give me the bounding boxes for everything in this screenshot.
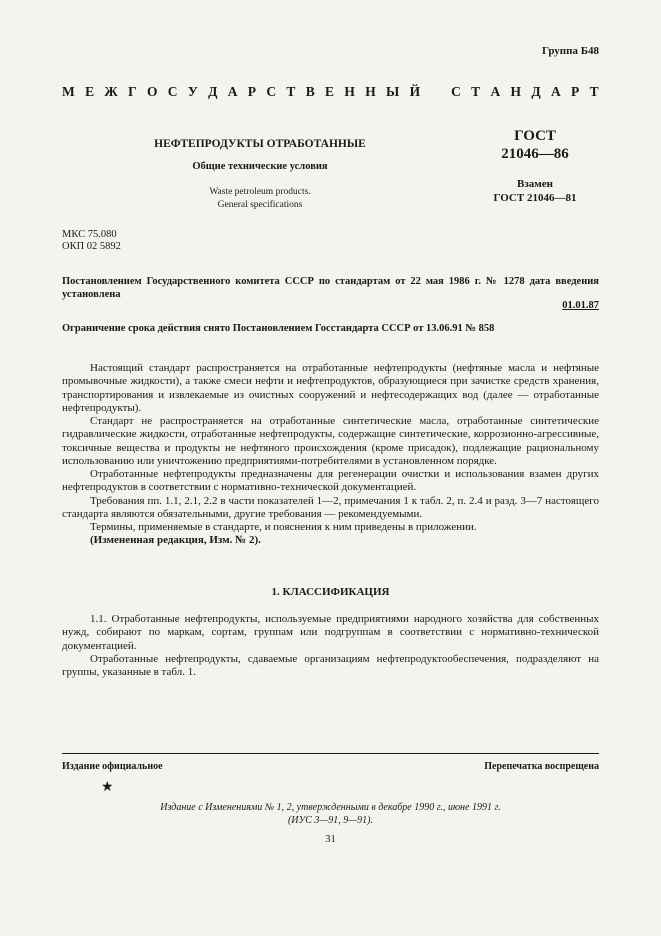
header-letter: Г: [128, 84, 137, 99]
effective-date: 01.01.87: [562, 300, 599, 311]
header-letter: О: [146, 84, 158, 99]
paragraph: Требования пп. 1.1, 2.1, 2.2 в части показателей 1—2, примечания 1 к табл. 2, п. 2.4 и разд. 3—7 настоящего стандарта являются обязательными, другие требования — рекомендуемыми.: [62, 494, 599, 520]
replaces-code: ГОСТ 21046—81: [493, 192, 577, 204]
english-title-line-2: General specifications: [217, 200, 303, 210]
paragraph: 1.1. Отработанные нефтепродукты, используемые предприятиями народного хозяйства для собственных нужд, собирают по маркам, сортам, группам или подгруппам в соответствии с нормативно-технической документацией.: [62, 613, 599, 652]
intro-section: [62, 362, 599, 548]
gost-number: [470, 127, 600, 163]
header-letter: Н: [344, 84, 355, 99]
header-letter: А: [227, 84, 238, 99]
paragraph: Термины, применяемые в стандарте, и пояснения к ним приведены в приложении.: [90, 521, 477, 533]
header-letter: Д: [208, 84, 218, 99]
paragraph: Отработанные нефтепродукты, сдаваемые организациям нефтепродуктообеспечения, подразделяют на группы, указанные в табл. 1.: [62, 652, 599, 678]
paragraph: Отработанные нефтепродукты предназначены для регенерации очистки и использования взамен других нефтепродуктов в соответствии с нормативно-технической документацией.: [62, 468, 599, 494]
header-letter: Д: [531, 84, 541, 99]
header-letter: Е: [85, 84, 95, 99]
limitation-note: Ограничение срока действия снято Постановлением Госстандарта СССР от 13.06.91 № 858: [62, 323, 495, 334]
reprint-prohibited-label: Перепечатка воспрещена: [484, 761, 599, 772]
replaces-label: Взамен: [517, 178, 553, 190]
english-title-line-1: Waste petroleum products.: [209, 187, 311, 197]
header-letter: Е: [325, 84, 335, 99]
mks-code: МКС 75.080: [62, 229, 117, 240]
group-code: Группа Б48: [542, 45, 599, 57]
gost-code: 21046—86: [501, 146, 569, 162]
header-letter: Н: [365, 84, 376, 99]
header-letter: М: [62, 84, 75, 99]
header-letter: А: [550, 84, 561, 99]
document-title: НЕФТЕПРОДУКТЫ ОТРАБОТАННЫЕ: [154, 138, 366, 150]
replaces-block: [470, 177, 600, 205]
header-letter: А: [490, 84, 501, 99]
header-letter: В: [305, 84, 315, 99]
footer-divider: [62, 753, 599, 754]
edition-note: [62, 801, 599, 827]
header-letter: Ж: [104, 84, 118, 99]
header-letter: Т: [589, 84, 599, 99]
section-title: 1. КЛАССИФИКАЦИЯ: [271, 586, 390, 598]
official-edition-label: Издание официальное: [62, 761, 163, 772]
header-letter: Р: [247, 84, 257, 99]
header-letter: Ы: [386, 84, 400, 99]
edition-line: (ИУС 3—91, 9—91).: [287, 815, 374, 826]
header-letter: У: [187, 84, 198, 99]
interstate-standard-header: [62, 84, 599, 100]
header-letter: С: [167, 84, 178, 99]
header-letter: С: [451, 84, 461, 99]
amendment-note: (Измененная редакция, Изм. № 2).: [90, 534, 261, 547]
paragraph: Стандарт не распространяется на отработанные синтетические масла, отработанные синтетические гидравлические жидкости, отработанные нефтепродукты, содержащие синтетические, коррозионно-агрессивные, токсичные вещества и продукты не нефтяного происхождения (кроме присадок), подлежащие рациональному использованию или уничтожению предприятиями-потребителями в установленном порядке.: [62, 415, 599, 467]
section-1-body: [62, 613, 599, 679]
header-letter: Й: [409, 84, 421, 99]
header-letter: Н: [510, 84, 522, 99]
document-subtitle: Общие технические условия: [192, 161, 328, 172]
okp-code: ОКП 02 5892: [62, 241, 121, 252]
decree-text: Постановлением Государственного комитета СССР по стандартам от 22 мая 1986 г. № 1278 дата введения установлена: [62, 276, 599, 300]
header-letter: Т: [286, 84, 296, 99]
header-letter: С: [266, 84, 277, 99]
header-letter: Р: [571, 84, 580, 99]
edition-line: Издание с Изменениями № 1, 2, утвержденными в декабре 1990 г., июне 1991 г.: [160, 802, 501, 813]
paragraph: Настоящий стандарт распространяется на отработанные нефтепродукты (нефтяные масла и нефтяные промывочные жидкости), а также смеси нефти и нефтепродуктов, образующиеся при зачистке средств хранения, транспортирования и извлекаемые из очистных сооружений и нефтесодержащих вод (далее — отработанные нефтепродукты).: [62, 362, 599, 414]
star-icon: ★: [101, 780, 114, 795]
header-letter: Т: [471, 84, 481, 99]
page-number: 31: [325, 834, 336, 845]
gost-label: ГОСТ: [514, 128, 556, 144]
classification-codes: [62, 229, 121, 253]
